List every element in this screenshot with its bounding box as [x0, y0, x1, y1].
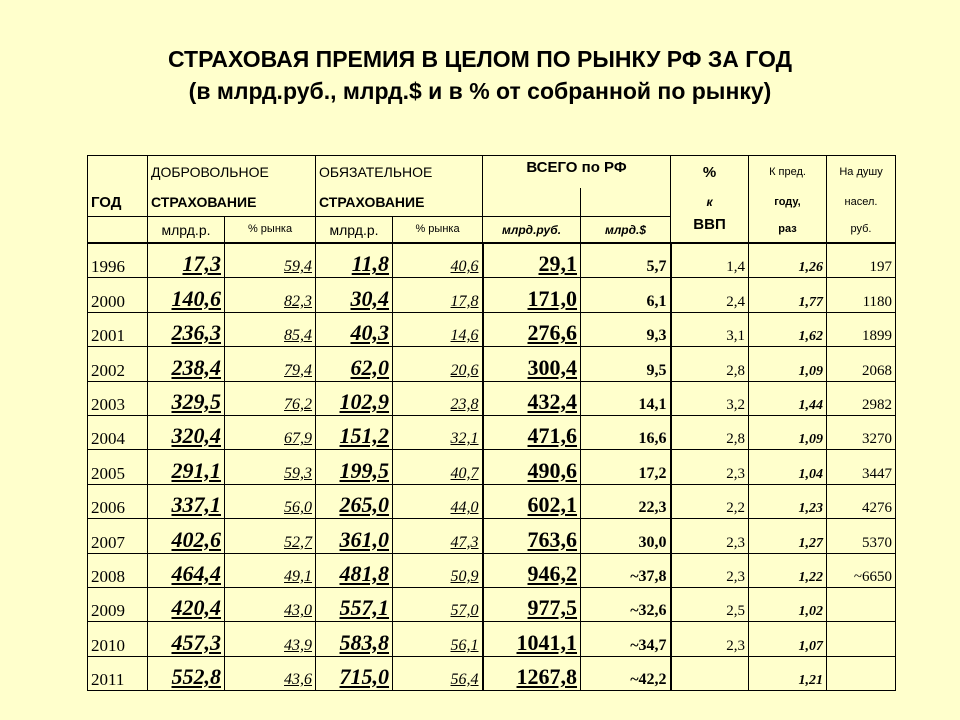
- table-row: [88, 243, 896, 278]
- cell-mandatory-share: 56,1: [393, 622, 483, 656]
- cell-voluntary-share: 56,0: [225, 484, 316, 518]
- header-man-bln: млрд.р.: [316, 217, 393, 244]
- cell-voluntary-share: 49,1: [225, 553, 316, 587]
- cell-prev-ratio: 1,26: [749, 243, 827, 278]
- table-row: [88, 312, 896, 346]
- cell-total-usd: 16,6: [581, 415, 671, 449]
- header-vol-bln: млрд.р.: [148, 217, 225, 244]
- cell-year: 1996: [88, 243, 148, 278]
- cell-year: 2006: [88, 484, 148, 518]
- cell-year: 2004: [88, 415, 148, 449]
- header-total-blank-2: [581, 188, 671, 217]
- cell-mandatory-bln: 265,0: [316, 484, 393, 518]
- cell-voluntary-bln: 236,3: [148, 312, 225, 346]
- cell-per-capita: 3447: [827, 450, 896, 484]
- header-prev-line3: раз: [749, 217, 827, 244]
- cell-prev-ratio: 1,02: [749, 587, 827, 621]
- cell-total-rub: 29,1: [483, 243, 581, 278]
- cell-gdp-pct: [671, 656, 749, 690]
- cell-voluntary-bln: 291,1: [148, 450, 225, 484]
- cell-voluntary-bln: 329,5: [148, 381, 225, 415]
- cell-mandatory-share: 40,7: [393, 450, 483, 484]
- cell-year: 2008: [88, 553, 148, 587]
- cell-gdp-pct: 2,2: [671, 484, 749, 518]
- cell-total-usd: ~42,2: [581, 656, 671, 690]
- cell-voluntary-share: 43,9: [225, 622, 316, 656]
- cell-mandatory-bln: 199,5: [316, 450, 393, 484]
- table-row: [88, 381, 896, 415]
- header-total: ВСЕГО по РФ: [483, 156, 671, 189]
- cell-per-capita: [827, 622, 896, 656]
- cell-per-capita: ~6650: [827, 553, 896, 587]
- cell-voluntary-bln: 420,4: [148, 587, 225, 621]
- cell-prev-ratio: 1,04: [749, 450, 827, 484]
- header-vol-share: % рынка: [225, 217, 316, 244]
- cell-mandatory-bln: 30,4: [316, 278, 393, 312]
- cell-year: 2003: [88, 381, 148, 415]
- cell-prev-ratio: 1,21: [749, 656, 827, 690]
- cell-mandatory-share: 23,8: [393, 381, 483, 415]
- cell-total-rub: 946,2: [483, 553, 581, 587]
- header-total-blank-1: [483, 188, 581, 217]
- cell-voluntary-share: 43,6: [225, 656, 316, 690]
- cell-year: 2005: [88, 450, 148, 484]
- cell-total-usd: 17,2: [581, 450, 671, 484]
- cell-total-rub: 602,1: [483, 484, 581, 518]
- table-row: [88, 519, 896, 553]
- cell-total-rub: 300,4: [483, 347, 581, 381]
- cell-voluntary-bln: 238,4: [148, 347, 225, 381]
- cell-mandatory-bln: 557,1: [316, 587, 393, 621]
- cell-prev-ratio: 1,09: [749, 347, 827, 381]
- cell-year: 2002: [88, 347, 148, 381]
- cell-gdp-pct: 1,4: [671, 243, 749, 278]
- header-man-share: % рынка: [393, 217, 483, 244]
- cell-gdp-pct: 2,4: [671, 278, 749, 312]
- header-voluntary-line2: СТРАХОВАНИЕ: [148, 188, 316, 217]
- cell-voluntary-share: 76,2: [225, 381, 316, 415]
- cell-year: 2007: [88, 519, 148, 553]
- cell-mandatory-bln: 151,2: [316, 415, 393, 449]
- cell-total-usd: ~34,7: [581, 622, 671, 656]
- cell-total-rub: 1267,8: [483, 656, 581, 690]
- table-row: [88, 656, 896, 690]
- cell-voluntary-share: 59,3: [225, 450, 316, 484]
- cell-mandatory-bln: 715,0: [316, 656, 393, 690]
- header-capita-line3: руб.: [827, 217, 896, 244]
- cell-gdp-pct: 2,3: [671, 450, 749, 484]
- cell-voluntary-share: 82,3: [225, 278, 316, 312]
- header-gdp-line3: ВВП: [671, 217, 749, 244]
- cell-total-rub: 276,6: [483, 312, 581, 346]
- cell-mandatory-bln: 11,8: [316, 243, 393, 278]
- cell-mandatory-share: 50,9: [393, 553, 483, 587]
- cell-mandatory-share: 56,4: [393, 656, 483, 690]
- cell-per-capita: 5370: [827, 519, 896, 553]
- cell-voluntary-share: 79,4: [225, 347, 316, 381]
- cell-mandatory-bln: 102,9: [316, 381, 393, 415]
- cell-gdp-pct: 3,2: [671, 381, 749, 415]
- cell-voluntary-bln: 320,4: [148, 415, 225, 449]
- header-capita-line2: насел.: [827, 188, 896, 217]
- cell-gdp-pct: 2,3: [671, 553, 749, 587]
- cell-voluntary-bln: 337,1: [148, 484, 225, 518]
- table-body: [88, 243, 896, 691]
- cell-per-capita: 1899: [827, 312, 896, 346]
- cell-total-usd: 9,3: [581, 312, 671, 346]
- cell-mandatory-share: 57,0: [393, 587, 483, 621]
- cell-total-usd: 9,5: [581, 347, 671, 381]
- header-prev-line1: К пред.: [749, 156, 827, 189]
- premium-table: [87, 155, 896, 691]
- cell-gdp-pct: 2,8: [671, 347, 749, 381]
- cell-mandatory-share: 32,1: [393, 415, 483, 449]
- cell-voluntary-bln: 457,3: [148, 622, 225, 656]
- cell-voluntary-bln: 140,6: [148, 278, 225, 312]
- cell-year: 2011: [88, 656, 148, 690]
- page-title: СТРАХОВАЯ ПРЕМИЯ В ЦЕЛОМ ПО РЫНКУ РФ ЗА ГОД: [168, 46, 792, 72]
- cell-mandatory-share: 17,8: [393, 278, 483, 312]
- header-corner-cell: [88, 156, 148, 189]
- cell-voluntary-share: 52,7: [225, 519, 316, 553]
- header-prev-line2: году,: [749, 188, 827, 217]
- header-mandatory-line1: ОБЯЗАТЕЛЬНОЕ: [316, 156, 483, 189]
- cell-voluntary-bln: 552,8: [148, 656, 225, 690]
- cell-total-rub: 490,6: [483, 450, 581, 484]
- cell-prev-ratio: 1,22: [749, 553, 827, 587]
- cell-prev-ratio: 1,44: [749, 381, 827, 415]
- cell-mandatory-bln: 481,8: [316, 553, 393, 587]
- cell-prev-ratio: 1,23: [749, 484, 827, 518]
- cell-mandatory-share: 14,6: [393, 312, 483, 346]
- cell-total-rub: 763,6: [483, 519, 581, 553]
- table-row: [88, 553, 896, 587]
- cell-voluntary-share: 43,0: [225, 587, 316, 621]
- cell-total-usd: ~37,8: [581, 553, 671, 587]
- cell-mandatory-share: 44,0: [393, 484, 483, 518]
- cell-mandatory-share: 20,6: [393, 347, 483, 381]
- cell-prev-ratio: 1,09: [749, 415, 827, 449]
- cell-prev-ratio: 1,77: [749, 278, 827, 312]
- cell-voluntary-share: 59,4: [225, 243, 316, 278]
- cell-voluntary-bln: 464,4: [148, 553, 225, 587]
- table-row: [88, 450, 896, 484]
- cell-year: 2009: [88, 587, 148, 621]
- cell-mandatory-share: 40,6: [393, 243, 483, 278]
- header-year-blank: [88, 217, 148, 244]
- cell-per-capita: [827, 587, 896, 621]
- cell-total-rub: 977,5: [483, 587, 581, 621]
- cell-prev-ratio: 1,27: [749, 519, 827, 553]
- cell-total-usd: 6,1: [581, 278, 671, 312]
- cell-gdp-pct: 2,8: [671, 415, 749, 449]
- table-row: [88, 278, 896, 312]
- header-mandatory-line2: СТРАХОВАНИЕ: [316, 188, 483, 217]
- header-total-usd: млрд.$: [581, 217, 671, 244]
- cell-total-usd: ~32,6: [581, 587, 671, 621]
- cell-mandatory-bln: 583,8: [316, 622, 393, 656]
- header-total-rub: млрд.руб.: [483, 217, 581, 244]
- header-gdp-line1: %: [671, 156, 749, 189]
- table-row: [88, 415, 896, 449]
- cell-voluntary-bln: 402,6: [148, 519, 225, 553]
- cell-per-capita: 4276: [827, 484, 896, 518]
- cell-total-rub: 1041,1: [483, 622, 581, 656]
- cell-per-capita: 2068: [827, 347, 896, 381]
- table-row: [88, 587, 896, 621]
- header-voluntary-line1: ДОБРОВОЛЬНОЕ: [148, 156, 316, 189]
- cell-year: 2001: [88, 312, 148, 346]
- cell-total-rub: 432,4: [483, 381, 581, 415]
- cell-per-capita: 197: [827, 243, 896, 278]
- header-gdp-line2: к: [671, 188, 749, 217]
- cell-gdp-pct: 2,5: [671, 587, 749, 621]
- cell-voluntary-bln: 17,3: [148, 243, 225, 278]
- table-row: [88, 484, 896, 518]
- cell-voluntary-share: 85,4: [225, 312, 316, 346]
- table-row: [88, 347, 896, 381]
- cell-year: 2000: [88, 278, 148, 312]
- table-header: [88, 156, 896, 244]
- cell-prev-ratio: 1,07: [749, 622, 827, 656]
- cell-mandatory-share: 47,3: [393, 519, 483, 553]
- cell-per-capita: 2982: [827, 381, 896, 415]
- cell-mandatory-bln: 62,0: [316, 347, 393, 381]
- cell-per-capita: 1180: [827, 278, 896, 312]
- cell-mandatory-bln: 361,0: [316, 519, 393, 553]
- cell-per-capita: 3270: [827, 415, 896, 449]
- cell-total-usd: 22,3: [581, 484, 671, 518]
- cell-per-capita: [827, 656, 896, 690]
- cell-mandatory-bln: 40,3: [316, 312, 393, 346]
- cell-gdp-pct: 2,3: [671, 622, 749, 656]
- table-row: [88, 622, 896, 656]
- cell-voluntary-share: 67,9: [225, 415, 316, 449]
- cell-total-usd: 14,1: [581, 381, 671, 415]
- cell-gdp-pct: 3,1: [671, 312, 749, 346]
- cell-year: 2010: [88, 622, 148, 656]
- header-capita-line1: На душу: [827, 156, 896, 189]
- cell-total-rub: 471,6: [483, 415, 581, 449]
- header-year: ГОД: [88, 188, 148, 217]
- cell-total-usd: 5,7: [581, 243, 671, 278]
- cell-prev-ratio: 1,62: [749, 312, 827, 346]
- cell-gdp-pct: 2,3: [671, 519, 749, 553]
- page-subtitle: (в млрд.руб., млрд.$ и в % от собранной по рынку): [188, 78, 772, 104]
- cell-total-rub: 171,0: [483, 278, 581, 312]
- cell-total-usd: 30,0: [581, 519, 671, 553]
